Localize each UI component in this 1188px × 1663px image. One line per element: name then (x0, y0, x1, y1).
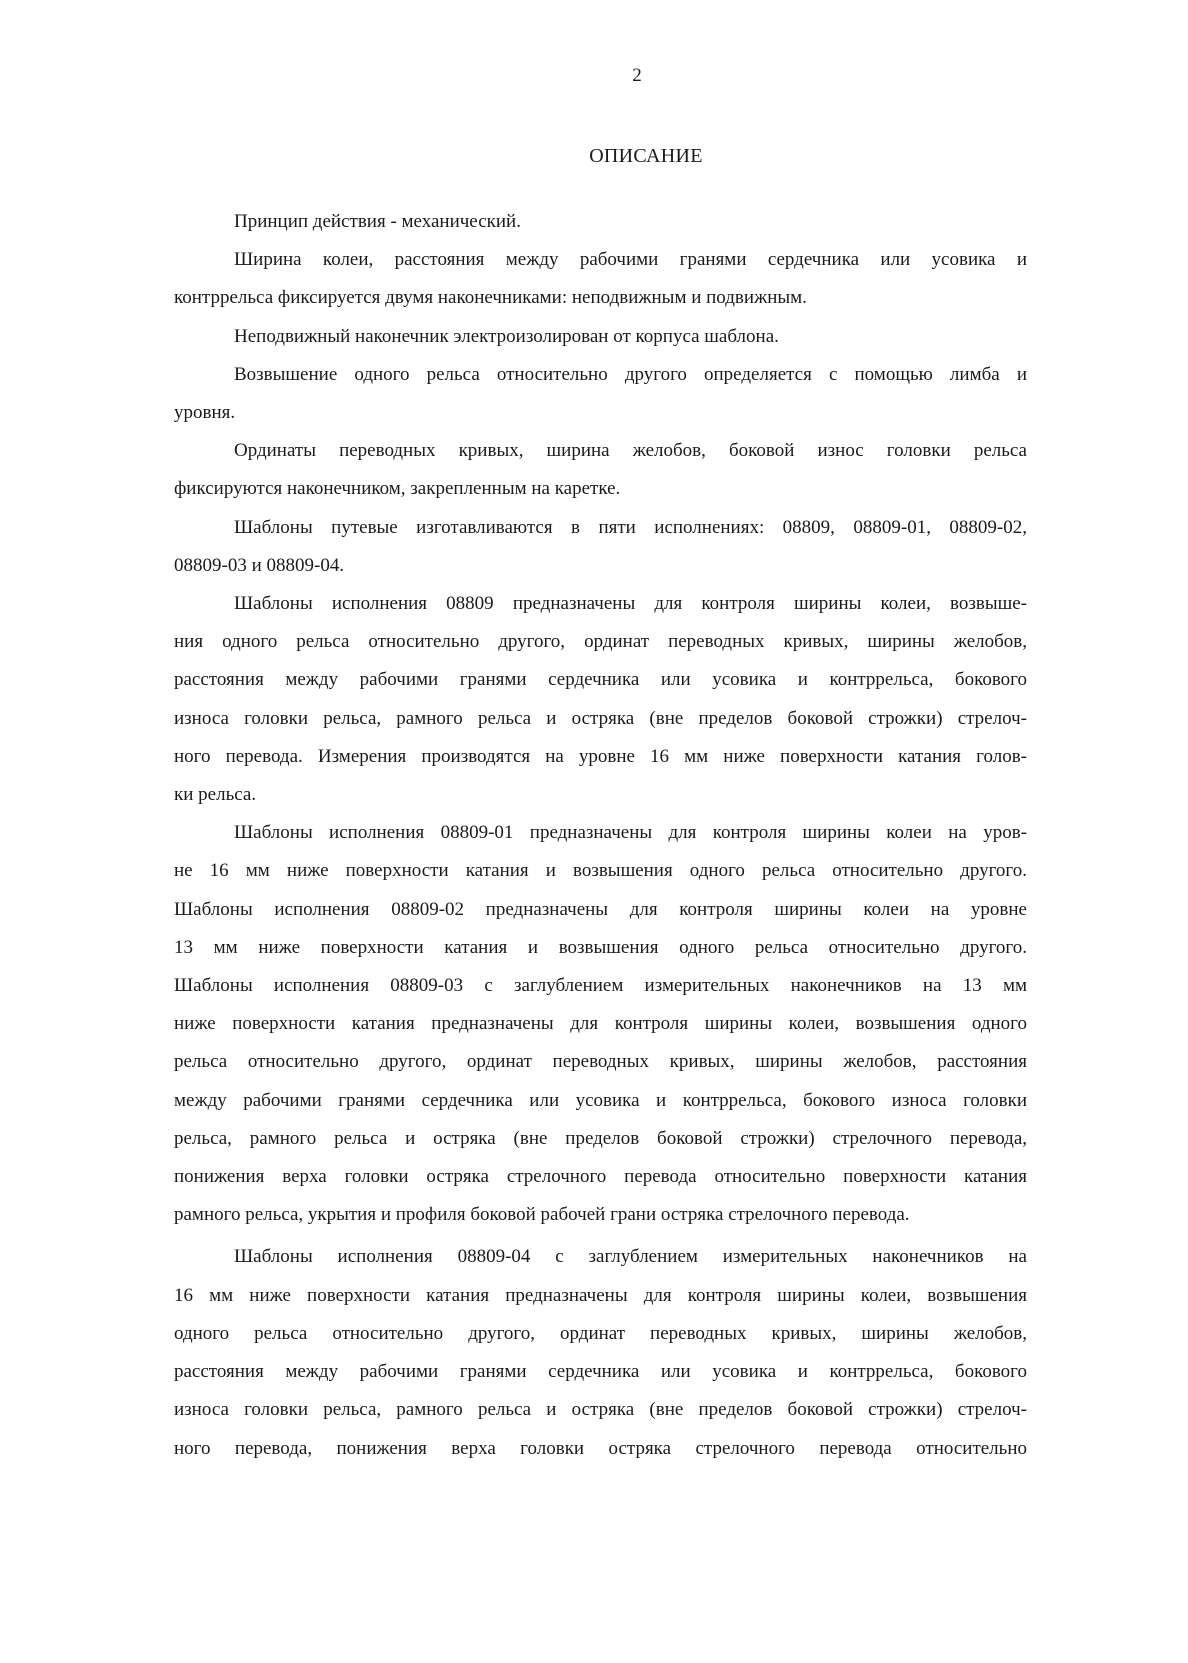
text-line: Шаблоны исполнения 08809-03 с заглублением измерительных наконечников на 13 мм (174, 975, 1027, 997)
paragraph-principle (174, 203, 1027, 241)
text-line: ного перевода, понижения верха головки остряка стрелочного перевода относительно (174, 1437, 1027, 1459)
document-body (174, 203, 1027, 1468)
page-number: 2 (632, 65, 642, 86)
paragraph-fixed-tip (174, 318, 1027, 356)
text-line: ния одного рельса относительно другого, ординат переводных кривых, ширины желобов, (174, 631, 1027, 653)
text-line: одного рельса относительно другого, ординат переводных кривых, ширины желобов, (174, 1322, 1027, 1344)
paragraph-versions (174, 509, 1027, 585)
paragraph-version-08809-04 (174, 1238, 1027, 1467)
text-line: 08809-03 и 08809-04. (174, 554, 345, 576)
text-line: рельса, рамного рельса и остряка (вне пределов боковой строжки) стрелочного перевода, (174, 1127, 1027, 1149)
text-line: ки рельса. (174, 784, 257, 806)
text-line: ного перевода. Измерения производятся на уровне 16 мм ниже поверхности катания голов- (174, 745, 1027, 767)
text-line: Ширина колеи, расстояния между рабочими гранями сердечника или усовика и (234, 249, 1027, 271)
paragraph-version-08809 (174, 585, 1027, 814)
text-line: Неподвижный наконечник электроизолирован от корпуса шаблона. (234, 325, 779, 347)
text-line: износа головки рельса, рамного рельса и остряка (вне пределов боковой строжки) стрелоч- (174, 707, 1027, 729)
paragraph-elevation (174, 356, 1027, 432)
text-line: фиксируются наконечником, закрепленным на каретке. (174, 478, 621, 500)
text-line: расстояния между рабочими гранями сердечника или усовика и контррельса, бокового (174, 1361, 1027, 1383)
text-line: износа головки рельса, рамного рельса и остряка (вне пределов боковой строжки) стрелоч- (174, 1399, 1027, 1421)
text-line: 16 мм ниже поверхности катания предназначены для контроля ширины колеи, возвышения (174, 1284, 1027, 1306)
text-line: понижения верха головки остряка стрелочного перевода относительно поверхности катания (174, 1166, 1027, 1188)
text-line: уровня. (174, 402, 236, 424)
text-line: расстояния между рабочими гранями сердечника или усовика и контррельса, бокового (174, 669, 1027, 691)
text-line: Шаблоны исполнения 08809-01 предназначены для контроля ширины колеи на уров- (234, 822, 1027, 844)
document-title: ОПИСАНИЕ (589, 145, 703, 167)
text-line: Ординаты переводных кривых, ширина желобов, боковой износ головки рельса (234, 440, 1027, 462)
text-line: между рабочими гранями сердечника или усовика и контррельса, бокового износа головки (174, 1089, 1027, 1111)
paragraph-versions-01-03 (174, 814, 1027, 1234)
paragraph-ordinates (174, 432, 1027, 508)
paragraph-track-width (174, 241, 1027, 317)
text-line: Шаблоны исполнения 08809-02 предназначены для контроля ширины колеи на уровне (174, 898, 1027, 920)
text-line: Шаблоны путевые изготавливаются в пяти исполнениях: 08809, 08809-01, 08809-02, (234, 516, 1027, 538)
text-line: рельса относительно другого, ординат переводных кривых, ширины желобов, расстояния (174, 1051, 1027, 1073)
text-line: ниже поверхности катания предназначены для контроля ширины колеи, возвышения одного (174, 1013, 1027, 1035)
text-line: Принцип действия - механический. (234, 211, 521, 232)
text-line: рамного рельса, укрытия и профиля боковой рабочей грани остряка стрелочного перевода. (174, 1204, 910, 1226)
text-line: не 16 мм ниже поверхности катания и возвышения одного рельса относительно другого. (174, 860, 1027, 882)
text-line: Шаблоны исполнения 08809 предназначены для контроля ширины колеи, возвыше- (234, 593, 1027, 615)
text-line: Шаблоны исполнения 08809-04 с заглублением измерительных наконечников на (234, 1246, 1027, 1268)
text-line: 13 мм ниже поверхности катания и возвышения одного рельса относительно другого. (174, 936, 1027, 958)
text-line: контррельса фиксируется двумя наконечниками: неподвижным и подвижным. (174, 287, 807, 309)
text-line: Возвышение одного рельса относительно другого определяется с помощью лимба и (234, 363, 1027, 385)
